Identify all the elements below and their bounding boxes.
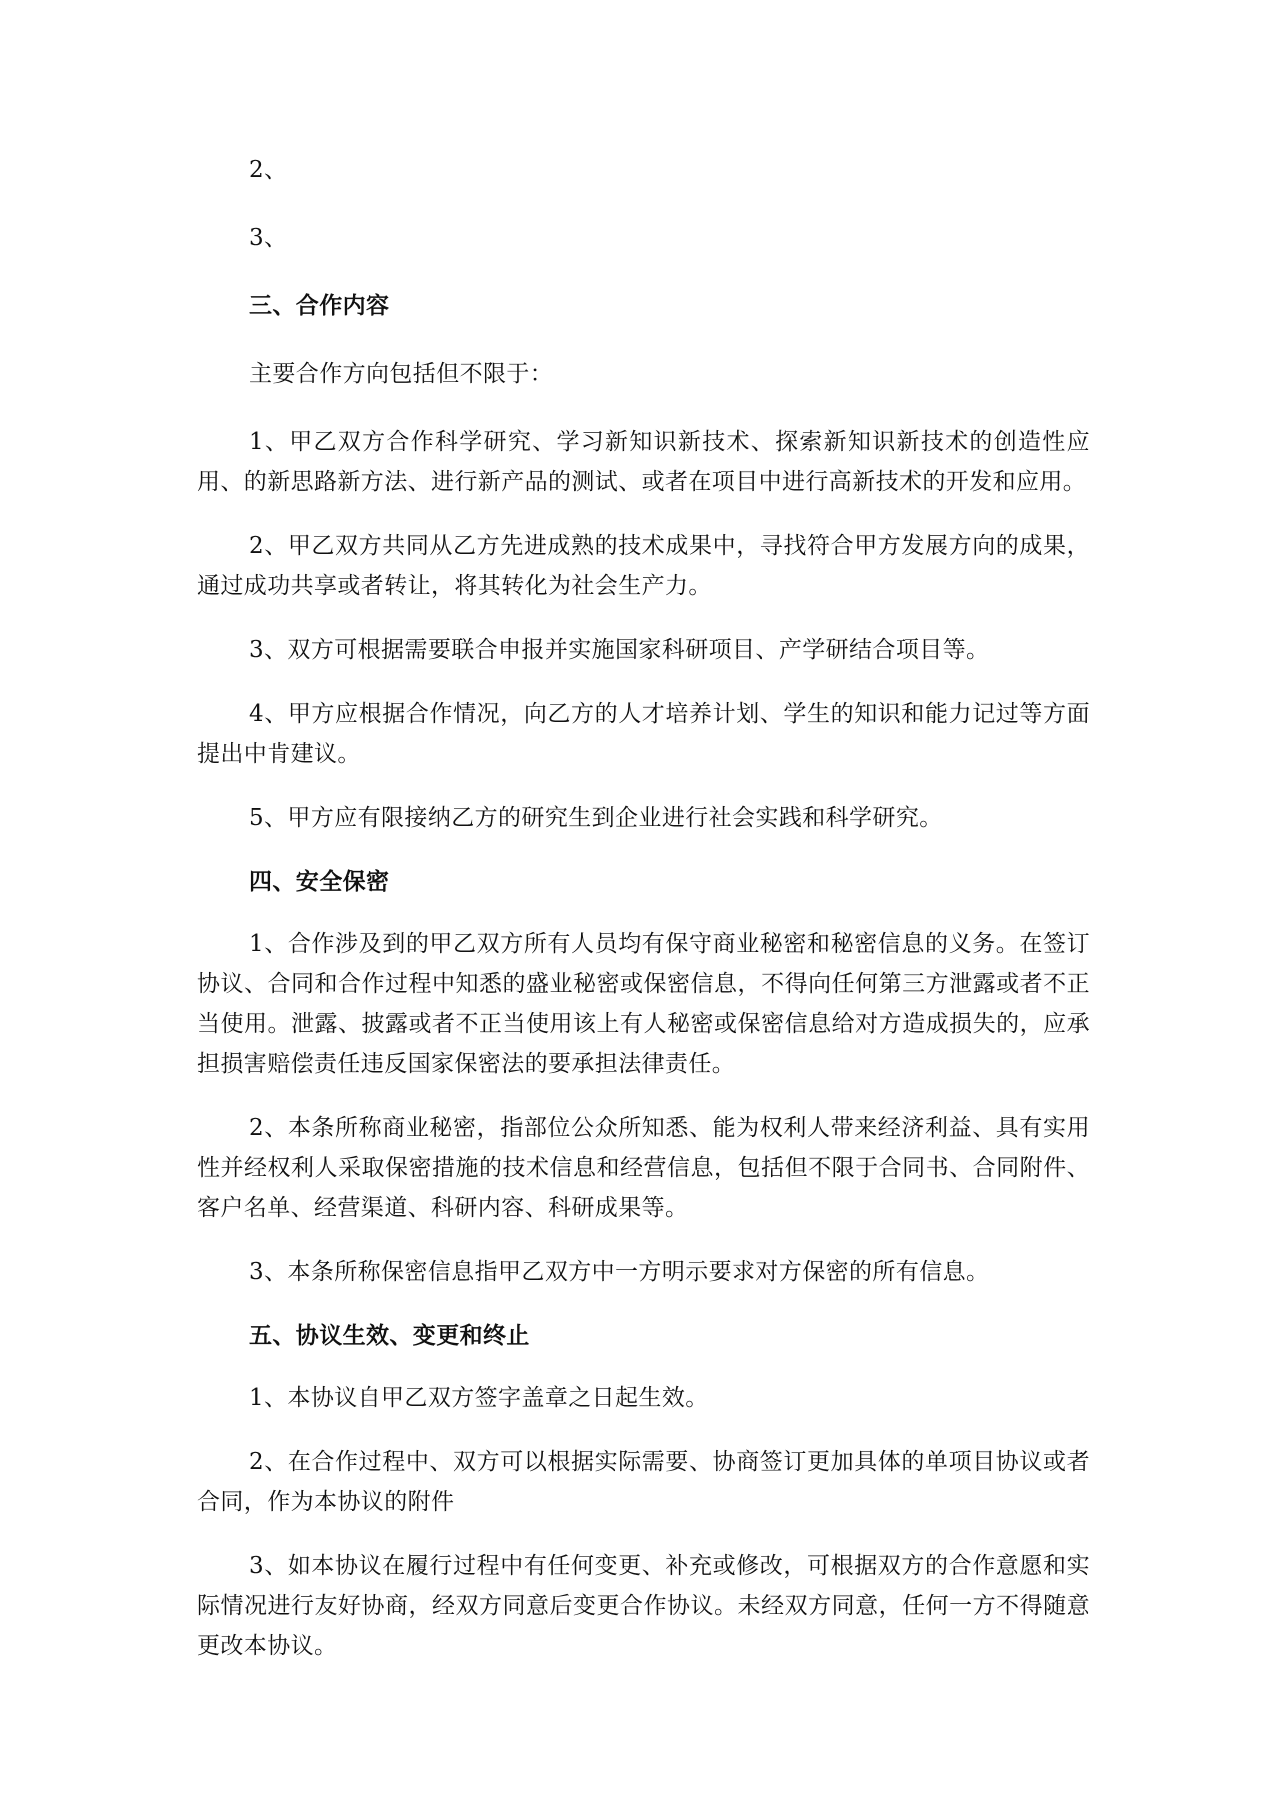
paragraph: 5、甲方应有限接纳乙方的研究生到企业进行社会实践和科学研究。	[249, 805, 943, 831]
list-item: 2、	[249, 157, 288, 183]
section-heading: 三、合作内容	[249, 293, 390, 319]
section-heading: 五、协议生效、变更和终止	[249, 1323, 530, 1349]
paragraph: 3、如本协议在履行过程中有任何变更、补充或修改，可根据双方的合作意愿和实际情况进行友好协商，经双方同意后变更合作协议。未经双方同意，任何一方不得随意更改本协议。	[197, 1553, 1090, 1659]
paragraph: 3、双方可根据需要联合申报并实施国家科研项目、产学研结合项目等。	[249, 637, 990, 663]
document-body	[197, 150, 1090, 1666]
paragraph: 1、本协议自甲乙双方签字盖章之日起生效。	[249, 1385, 709, 1411]
paragraph: 主要合作方向包括但不限于：	[249, 361, 554, 387]
paragraph: 2、在合作过程中、双方可以根据实际需要、协商签订更加具体的单项目协议或者合同，作为本协议的附件	[197, 1449, 1090, 1515]
paragraph: 1、合作涉及到的甲乙双方所有人员均有保守商业秘密和秘密信息的义务。在签订协议、合同和合作过程中知悉的盛业秘密或保密信息，不得向任何第三方泄露或者不正当使用。泄露、披露或者不正当使用该上有人秘密或保密信息给对方造成损失的，应承担损害赔偿责任违反国家保密法的要承担法律责任。	[197, 931, 1090, 1077]
paragraph: 1、甲乙双方合作科学研究、学习新知识新技术、探索新知识新技术的创造性应用、的新思路新方法、进行新产品的测试、或者在项目中进行高新技术的开发和应用。	[197, 429, 1090, 495]
paragraph: 4、甲方应根据合作情况，向乙方的人才培养计划、学生的知识和能力记过等方面提出中肯建议。	[197, 701, 1090, 767]
section-heading: 四、安全保密	[249, 869, 390, 895]
paragraph: 2、甲乙双方共同从乙方先进成熟的技术成果中，寻找符合甲方发展方向的成果，通过成功共享或者转让，将其转化为社会生产力。	[197, 533, 1090, 599]
paragraph: 3、本条所称保密信息指甲乙双方中一方明示要求对方保密的所有信息。	[249, 1259, 990, 1285]
list-item: 3、	[249, 225, 288, 251]
paragraph: 2、本条所称商业秘密，指部位公众所知悉、能为权利人带来经济利益、具有实用性并经权利人采取保密措施的技术信息和经营信息，包括但不限于合同书、合同附件、客户名单、经营渠道、科研内容、科研成果等。	[197, 1115, 1090, 1221]
